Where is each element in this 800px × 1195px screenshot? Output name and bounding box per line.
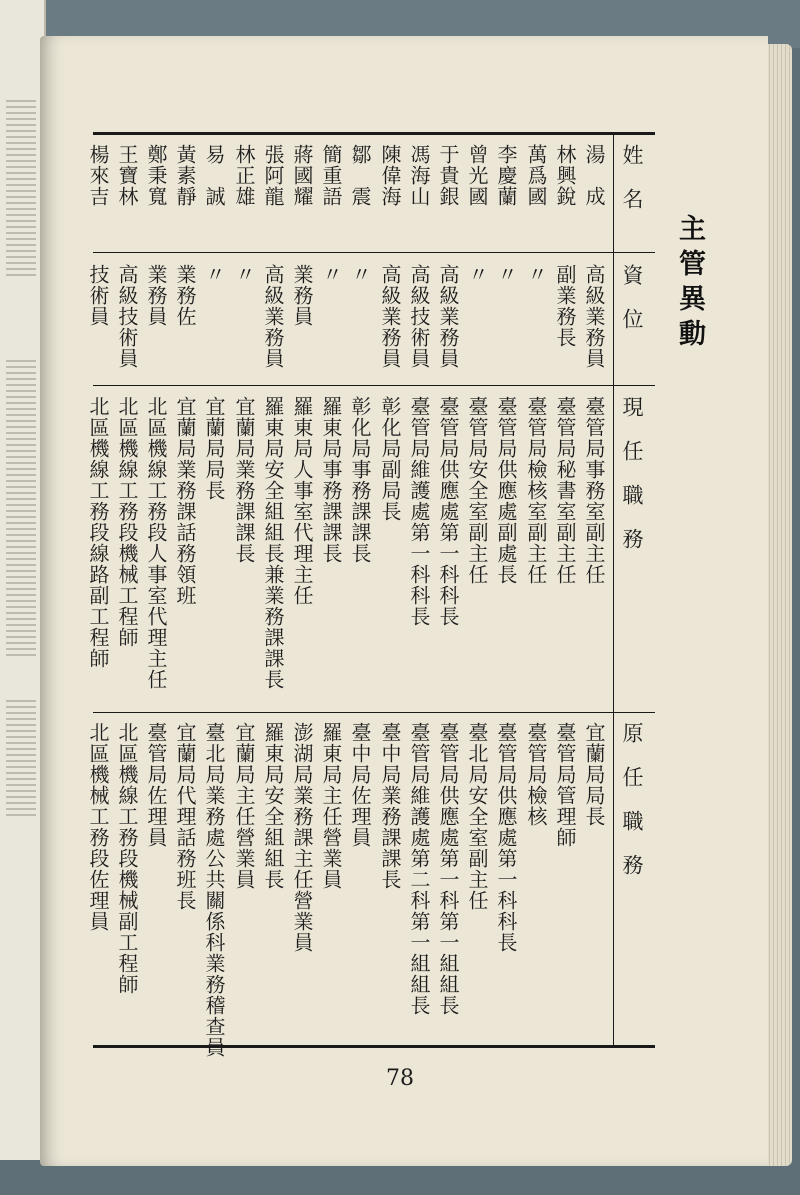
- row-name: 蔣國耀: [290, 144, 314, 207]
- row-name: 陳偉海: [378, 144, 402, 207]
- row-current: 宜蘭局局長: [202, 396, 226, 501]
- row-name: 林興銳: [553, 144, 577, 207]
- row-current: 臺管局供應處第一科科長: [436, 396, 460, 627]
- row-qualification: 〃: [202, 264, 226, 285]
- column-divider: [93, 712, 655, 713]
- row-qualification: 高級業務員: [261, 264, 285, 369]
- row-qualification: 高級業務員: [582, 264, 606, 369]
- row-former: 臺管局管理師: [553, 722, 577, 848]
- row-qualification: 高級技術員: [407, 264, 431, 369]
- row-name: 李慶蘭: [494, 144, 518, 207]
- row-name: 曾光國: [465, 144, 489, 207]
- row-qualification: 〃: [524, 264, 548, 285]
- row-current: 宜蘭局業務課話務領班: [173, 396, 197, 606]
- row-former: 羅東局主任營業員: [319, 722, 343, 890]
- row-former: 臺中局業務課課長: [378, 722, 402, 890]
- row-name: 于貴銀: [436, 144, 460, 207]
- row-current: 彰化局副局長: [378, 396, 402, 522]
- row-current: 羅東局人事室代理主任: [290, 396, 314, 606]
- page-title: 主管異動: [674, 214, 705, 354]
- row-former: 臺中局佐理員: [348, 722, 372, 848]
- bleed-through-text: [6, 360, 36, 660]
- bleed-through-text: [6, 700, 36, 820]
- header-current-post: 現 任 職 務: [620, 396, 644, 550]
- row-former: 臺北局安全室副主任: [465, 722, 489, 911]
- row-current: 臺管局維護處第一科科長: [407, 396, 431, 627]
- row-qualification: 〃: [494, 264, 518, 285]
- row-name: 鄒 震: [348, 144, 372, 207]
- row-former: 臺管局供應處第一科第一組組長: [436, 722, 460, 1016]
- row-current: 羅東局安全組組長兼業務課課長: [261, 396, 285, 690]
- header-former-post: 原 任 職 務: [620, 722, 644, 876]
- row-qualification: 業務員: [144, 264, 168, 327]
- row-former: 臺管局檢核: [524, 722, 548, 827]
- table-bottom-rule: [93, 1045, 655, 1048]
- row-current: 北區機線工務段線路副工程師: [86, 396, 110, 669]
- row-current: 北區機線工務段人事室代理主任: [144, 396, 168, 690]
- header-separator: [613, 132, 614, 1048]
- row-current: 臺管局事務室副主任: [582, 396, 606, 585]
- row-current: 臺管局檢核室副主任: [524, 396, 548, 585]
- row-former: 臺北局業務處公共關係科業務稽查員: [202, 722, 226, 1058]
- page-number: 78: [386, 1066, 414, 1091]
- header-qualification: 資 位: [620, 264, 644, 330]
- row-current: 彰化局事務課課長: [348, 396, 372, 564]
- row-former: 北區機械工務段佐理員: [86, 722, 110, 932]
- row-name: 易 誠: [202, 144, 226, 207]
- row-qualification: 高級技術員: [115, 264, 139, 369]
- row-qualification: 〃: [232, 264, 256, 285]
- row-qualification: 〃: [348, 264, 372, 285]
- row-qualification: 業務員: [290, 264, 314, 327]
- row-name: 萬爲國: [524, 144, 548, 207]
- row-qualification: 技術員: [86, 264, 110, 327]
- row-current: 臺管局供應處副處長: [494, 396, 518, 585]
- row-qualification: 業務佐: [173, 264, 197, 327]
- row-qualification: 〃: [319, 264, 343, 285]
- row-current: 北區機線工務段機械工程師: [115, 396, 139, 648]
- row-qualification: 高級業務員: [436, 264, 460, 369]
- row-name: 楊來吉: [86, 144, 110, 207]
- row-name: 鄭秉寬: [144, 144, 168, 207]
- row-former: 宜蘭局主任營業員: [232, 722, 256, 890]
- table-top-rule: [93, 132, 655, 135]
- row-former: 臺管局供應處第一科科長: [494, 722, 518, 953]
- row-name: 黃素靜: [173, 144, 197, 207]
- row-former: 北區機線工務段機械副工程師: [115, 722, 139, 995]
- row-current: 羅東局事務課課長: [319, 396, 343, 564]
- row-current: 臺管局秘書室副主任: [553, 396, 577, 585]
- row-former: 宜蘭局局長: [582, 722, 606, 827]
- column-divider: [93, 385, 655, 386]
- row-name: 林正雄: [232, 144, 256, 207]
- row-current: 宜蘭局業務課課長: [232, 396, 256, 564]
- row-name: 簡重語: [319, 144, 343, 207]
- row-qualification: 〃: [465, 264, 489, 285]
- header-name: 姓 名: [620, 144, 644, 210]
- row-former: 羅東局安全組組長: [261, 722, 285, 890]
- row-name: 王寶林: [115, 144, 139, 207]
- row-name: 湯 成: [582, 144, 606, 207]
- row-qualification: 副業務長: [553, 264, 577, 348]
- row-former: 臺管局佐理員: [144, 722, 168, 848]
- bleed-through-text: [6, 100, 36, 280]
- row-former: 宜蘭局代理話務班長: [173, 722, 197, 911]
- row-former: 臺管局維護處第二科第一組組長: [407, 722, 431, 1016]
- column-divider: [93, 252, 655, 253]
- row-former: 澎湖局業務課主任營業員: [290, 722, 314, 953]
- row-qualification: 高級業務員: [378, 264, 402, 369]
- row-name: 張阿龍: [261, 144, 285, 207]
- row-current: 臺管局安全室副主任: [465, 396, 489, 585]
- row-name: 馮海山: [407, 144, 431, 207]
